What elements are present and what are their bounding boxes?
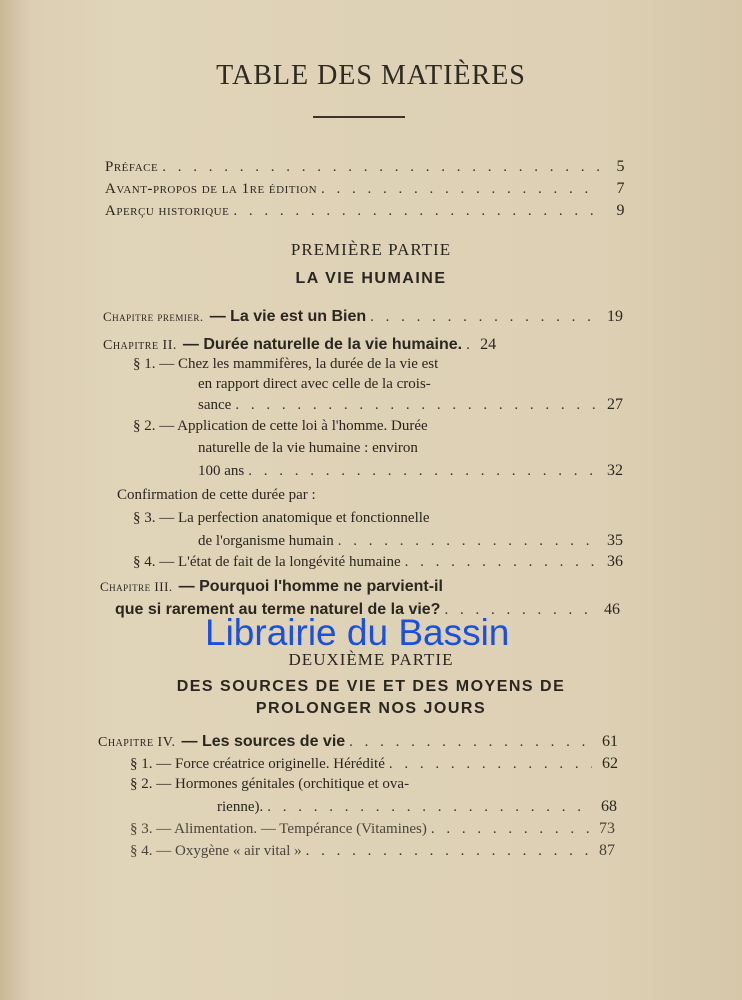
- section-2-line-1: § 2. — Application de cette loi à l'homme. Durée: [133, 418, 428, 434]
- page-number: 62: [602, 755, 618, 772]
- leader-dots: [306, 843, 589, 860]
- chapter-label: Chapitre IV.: [98, 735, 176, 750]
- leader-dots: [349, 734, 592, 751]
- chapter-label: Chapitre premier.: [103, 309, 204, 324]
- page-number: 46: [604, 601, 620, 618]
- entry-label: de l'organisme humain: [198, 533, 334, 549]
- section-2-line-2: naturelle de la vie humaine : environ: [198, 440, 418, 456]
- entry-label: sance: [198, 397, 232, 413]
- section-1-line-1: § 1. — Chez les mammifères, la durée de la vie est: [133, 356, 439, 372]
- page-number: 9: [616, 202, 625, 219]
- toc-entry-section-2: [198, 462, 623, 480]
- toc-entry-avant-propos: [105, 180, 625, 198]
- watermark-text: Librairie du Bassin: [205, 612, 510, 653]
- entry-label: Avant-propos de la 1re édition: [105, 181, 318, 197]
- toc-entry-section-3: [198, 532, 623, 550]
- chapter-title: — La vie est un Bien: [209, 308, 367, 325]
- part-heading-2: DEUXIÈME PARTIE: [288, 650, 454, 669]
- page-number: 68: [601, 798, 617, 815]
- part-title-2-line-2: PROLONGER NOS JOURS: [255, 700, 487, 717]
- leader-dots: [431, 821, 589, 838]
- page-title: TABLE DES MATIÈRES: [216, 60, 526, 91]
- toc-entry-section-4: [133, 553, 623, 571]
- entry-label: Préface: [105, 159, 159, 175]
- entry-label: § 4. — L'état de fait de la longévité humaine: [133, 554, 401, 570]
- confirmation-note: Confirmation de cette durée par :: [117, 487, 316, 503]
- chapter-title: — Pourquoi l'homme ne parvient-il: [178, 578, 443, 595]
- leader-dots: [370, 309, 597, 326]
- leader-dots: [338, 533, 597, 550]
- toc-entry-p2-section-3: [130, 820, 615, 838]
- entry-label: 100 ans: [198, 463, 245, 479]
- toc-entry-chapter-1: [103, 308, 623, 326]
- chapter-title: — Les sources de vie: [181, 733, 346, 750]
- page-number: 19: [607, 308, 623, 325]
- toc-entry-section-1: [198, 396, 623, 414]
- page-number: 36: [607, 553, 623, 570]
- toc-entry-chapter-2: [103, 336, 623, 354]
- leader-dots: [248, 463, 597, 480]
- title-divider: [313, 116, 405, 118]
- leader-dots: [389, 756, 592, 773]
- leader-dots: [321, 181, 599, 198]
- leader-dots: [267, 799, 591, 816]
- chapter-title: — Durée naturelle de la vie humaine.: [182, 336, 463, 353]
- section-3-line-1: § 3. — La perfection anatomique et fonctionnelle: [133, 510, 430, 526]
- toc-entry-apercu: [105, 202, 625, 220]
- page-number: 5: [616, 158, 625, 175]
- leader-dots: [235, 397, 597, 414]
- entry-label: § 3. — Alimentation. — Tempérance (Vitamines): [130, 821, 427, 837]
- entry-label: § 4. — Oxygène « air vital »: [130, 843, 302, 859]
- page-number: 61: [602, 733, 618, 750]
- part-title: LA VIE HUMAINE: [295, 270, 447, 287]
- page-number: 27: [607, 396, 623, 413]
- page-number: 24: [480, 336, 497, 353]
- toc-entry-chapter-3: [100, 578, 620, 596]
- toc-entry-preface: [105, 158, 625, 176]
- page-number: 7: [616, 180, 625, 197]
- p2-section-2-line-1: § 2. — Hormones génitales (orchitique et ova-: [130, 776, 410, 792]
- toc-entry-p2-section-4: [130, 842, 615, 860]
- chapter-title-cont: que si rarement au terme naturel de la vie?: [115, 601, 441, 618]
- entry-label: § 1. — Force créatrice originelle. Hérédité: [130, 756, 385, 772]
- leader-dots: [162, 159, 599, 176]
- section-1-line-2: en rapport direct avec celle de la crois-: [198, 376, 431, 392]
- part-heading: PREMIÈRE PARTIE: [290, 240, 452, 259]
- entry-label: rienne).: [217, 799, 264, 815]
- page-number: 73: [599, 820, 615, 837]
- toc-entry-p2-section-1: [130, 755, 618, 773]
- leader-dots: [233, 203, 599, 220]
- page-number: 87: [599, 842, 615, 859]
- chapter-label: Chapitre III.: [100, 579, 173, 594]
- entry-label: Aperçu historique: [105, 203, 230, 219]
- part-title-2-line-1: DES SOURCES DE VIE ET DES MOYENS DE: [176, 678, 566, 695]
- page-number: 35: [607, 532, 623, 549]
- toc-entry-chapter-4: [98, 733, 618, 751]
- page-number: 32: [607, 462, 623, 479]
- chapter-label: Chapitre II.: [103, 338, 177, 353]
- leader-dots: [405, 554, 597, 571]
- toc-entry-p2-section-2: [217, 798, 617, 816]
